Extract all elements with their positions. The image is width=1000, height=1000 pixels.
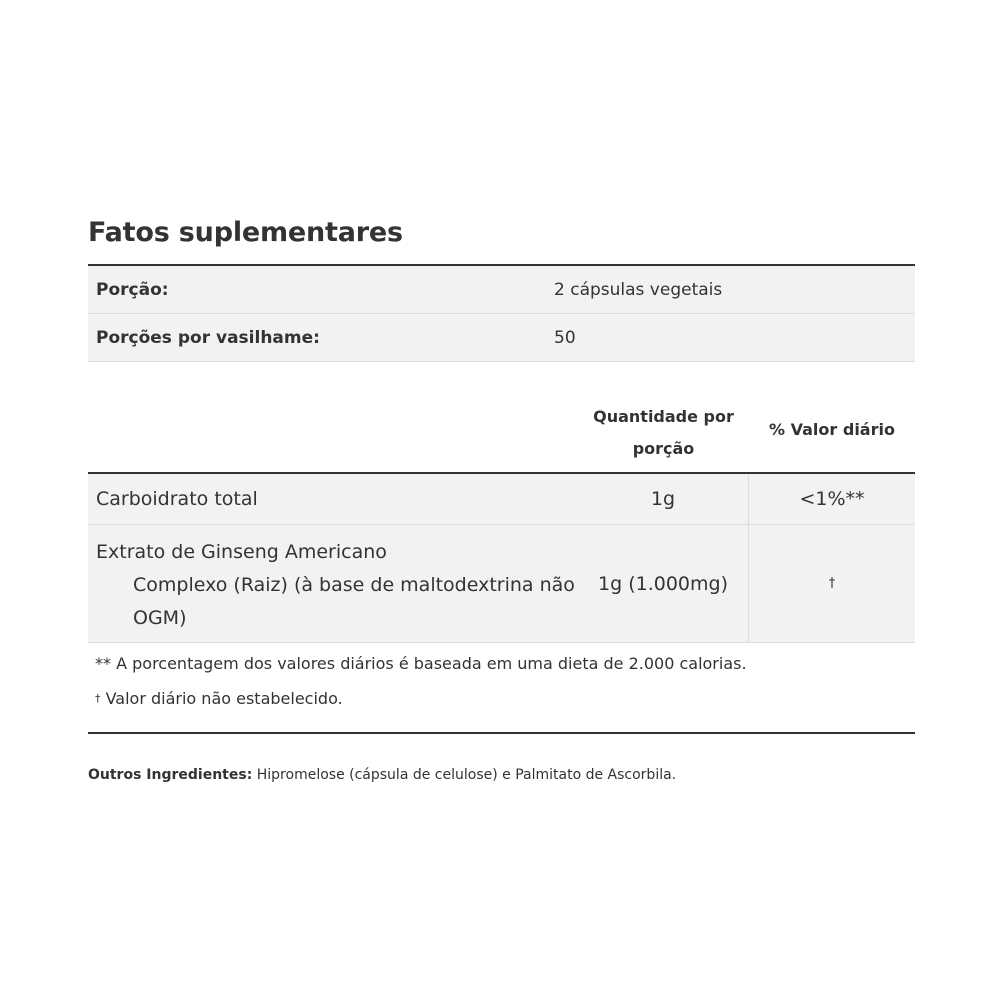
nutrient-row [88, 474, 915, 525]
serving-info [88, 264, 915, 362]
nutrient-daily-value: † [828, 576, 836, 591]
daily-value-header: % Valor diário [769, 420, 895, 439]
servings-per-container-value: 50 [554, 327, 576, 348]
other-ingredients [88, 767, 915, 783]
other-ingredients-label: Outros Ingredientes: [88, 767, 253, 783]
serving-size-value: 2 cápsulas vegetais [554, 279, 723, 300]
supplement-facts-panel [88, 212, 915, 783]
other-ingredients-text: Hipromelose (cápsula de celulose) e Palmitato de Ascorbila. [256, 767, 677, 783]
serving-size-row [88, 266, 915, 314]
footnotes [88, 643, 915, 734]
nutrient-daily-value: <1%** [799, 488, 865, 510]
serving-size-label: Porção: [96, 279, 169, 300]
daily-value-footnote: ** A porcentagem dos valores diários é baseada em uma dieta de 2.000 calorias. [95, 654, 747, 673]
nutrient-amount: 1g [578, 474, 749, 524]
dagger-symbol: † [95, 692, 101, 705]
column-header-row [88, 393, 915, 474]
nutrient-amount: 1g (1.000mg) [578, 525, 749, 642]
servings-per-container-label: Porções por vasilhame: [96, 327, 320, 348]
panel-title: Fatos suplementares [88, 217, 403, 248]
nutrient-name: Extrato de Ginseng Americano [96, 541, 387, 563]
nutrient-name: Carboidrato total [96, 488, 258, 510]
nutrient-row [88, 525, 915, 643]
amount-per-serving-header: Quantidade por porção [593, 407, 734, 458]
nutrient-subname: Complexo (Raiz) (à base de maltodextrina não OGM) [133, 574, 575, 629]
dagger-footnote-text: Valor diário não estabelecido. [105, 689, 343, 708]
servings-per-container-row [88, 314, 915, 362]
dagger-footnote [95, 687, 915, 728]
